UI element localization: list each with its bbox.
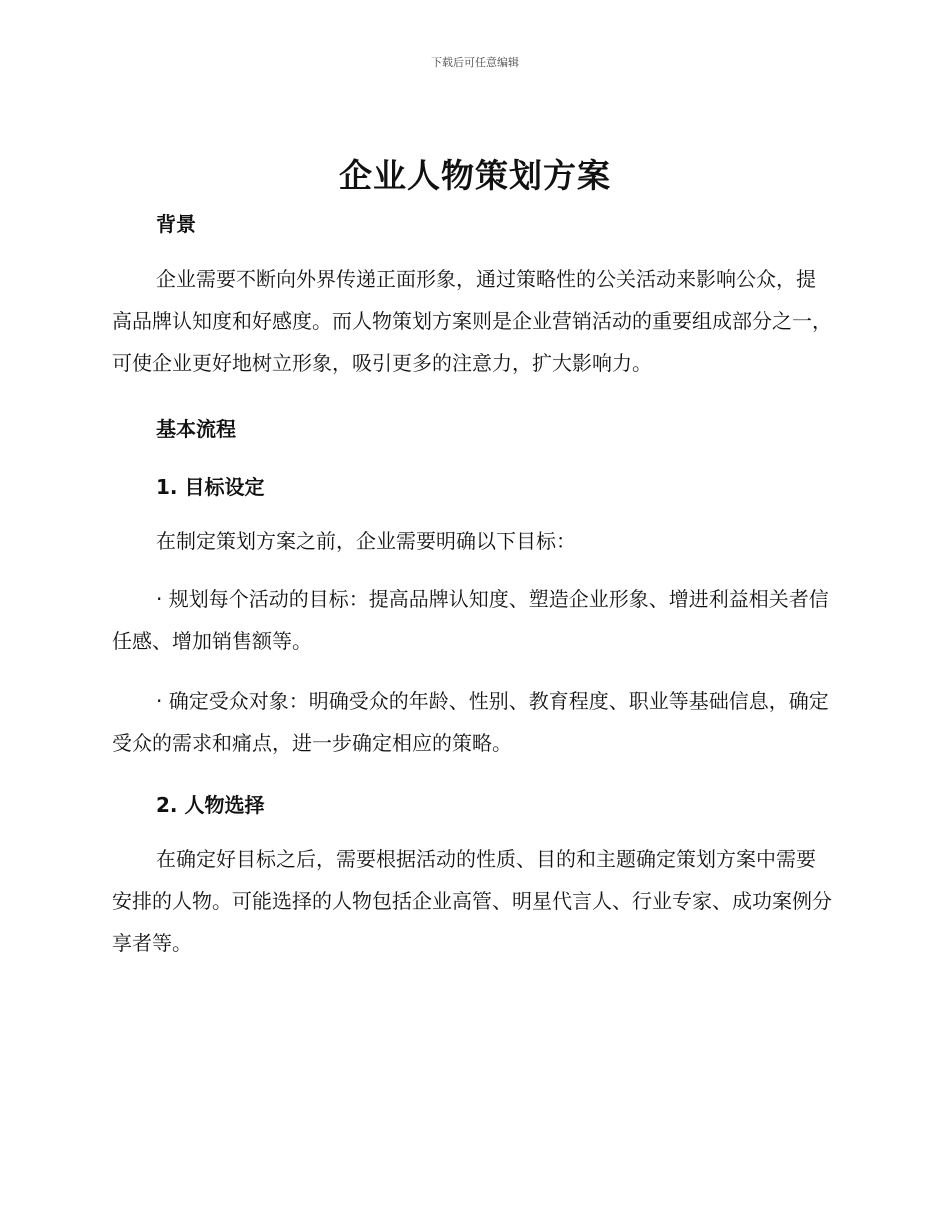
- background-paragraph: 企业需要不断向外界传递正面形象，通过策略性的公关活动来影响公众，提高品牌认知度和好感度。而人物策划方案则是企业营销活动的重要组成部分之一，可使企业更好地树立形象，吸引更多的注意力，扩大影响力。: [112, 267, 832, 375]
- header-note: 下载后可任意编辑: [431, 56, 519, 69]
- step2-paragraph: 在确定好目标之后，需要根据活动的性质、目的和主题确定策划方案中需要安排的人物。可能选择的人物包括企业高管、明星代言人、行业专家、成功案例分享者等。: [112, 847, 832, 955]
- background-heading: 背景: [156, 212, 196, 236]
- process-heading: 基本流程: [156, 417, 236, 441]
- page-title: 企业人物策划方案: [339, 156, 611, 195]
- step1-heading: 1. 目标设定: [156, 475, 265, 499]
- step1-bullet-goals: · 规划每个活动的目标：提高品牌认知度、塑造企业形象、增进利益相关者信任感、增加销售额等。: [112, 587, 829, 653]
- step1-bullet-audience: · 确定受众对象：明确受众的年龄、性别、教育程度、职业等基础信息，确定受众的需求和痛点，进一步确定相应的策略。: [112, 689, 829, 755]
- step1-intro-paragraph: 在制定策划方案之前，企业需要明确以下目标：: [156, 529, 576, 553]
- step2-heading: 2. 人物选择: [156, 793, 265, 817]
